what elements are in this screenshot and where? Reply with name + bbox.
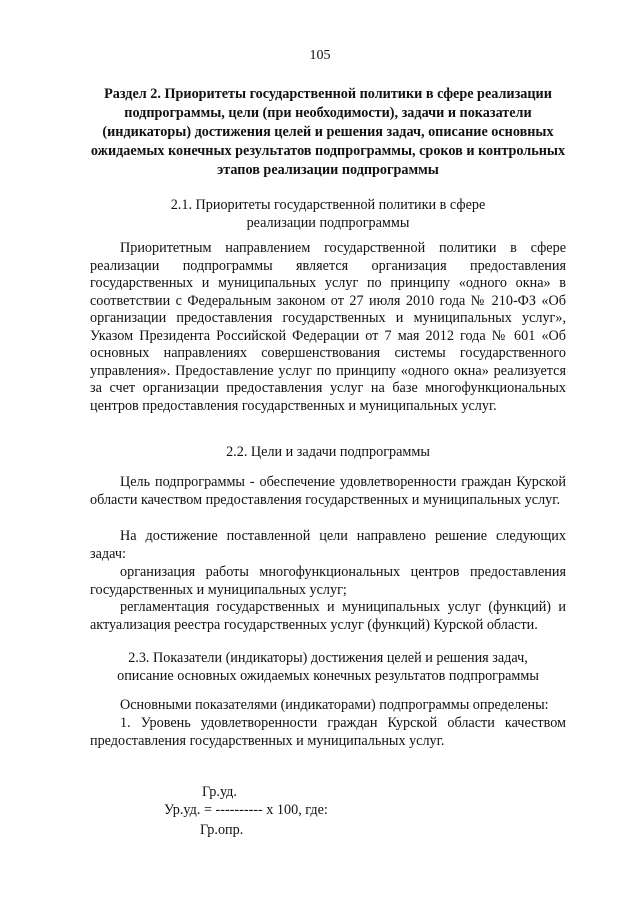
subsection-2-tasks-intro: На достижение поставленной цели направлено решение следующих задач: [90,528,566,562]
subsection-1-heading-line1: 2.1. Приоритеты государственной политики в сфере [170,197,486,213]
subsection-1-paragraph: Приоритетным направлением государственной политики в сфере реализации подпрограммы является организация предоставления государственных и муниципальных услуг по принципу «одного окна» в соответствии с Федеральным законом от 27 июля 2010 года № 210-ФЗ «Об организации предоставления государственных и муниципальных услуг», Указом Президента Российской Федерации от 7 мая 2012 года № 601 «Об основных направлениях совершенствования системы государственного управления». Предоставление услуг по принципу «одного окна» реализуется за счет организации предоставления услуг на базе многофункциональных центров предоставления государственных и муниципальных услуг. [90,240,566,414]
subsection-2-goal-paragraph: Цель подпрограммы - обеспечение удовлетворенности граждан Курской области качеством предоставления государственных и муниципальных услуг. [90,474,566,508]
subsection-3-heading-line1: 2.3. Показатели (индикаторы) достижения целей и решения задач, [128,650,528,666]
subsection-2-heading: 2.2. Цели и задачи подпрограммы [226,444,430,460]
subsection-3-heading-line2: описание основных ожидаемых конечных результатов подпрограммы [117,668,539,684]
formula-numerator: Гр.уд. [202,784,237,800]
formula-denominator: Гр.опр. [200,822,244,838]
formula-equation: Ур.уд. = ---------- х 100, где: [164,802,328,818]
section-title: Раздел 2. Приоритеты государственной политики в сфере реализации подпрограммы, цели (при необходимости), задачи и показатели (индикаторы) достижения целей и решения задач, описание основных ожидаемых конечных результатов подпрограммы, сроков и контрольных этапов реализации подпрограммы [90,86,566,178]
subsection-2-task-1: организация работы многофункциональных центров предоставления государственных и муниципальных услуг; [90,564,566,598]
subsection-2-task-2: регламентация государственных и муниципальных услуг (функций) и актуализация реестра государственных услуг (функций) Курской области. [90,599,566,633]
page-number: 105 [309,48,331,63]
subsection-3-indicator-1: 1. Уровень удовлетворенности граждан Курской области качеством предоставления государственных и муниципальных услуг. [90,715,566,749]
subsection-3-indicators-intro: Основными показателями (индикаторами) подпрограммы определены: [120,697,549,713]
subsection-1-heading-line2: реализации подпрограммы [246,215,410,231]
